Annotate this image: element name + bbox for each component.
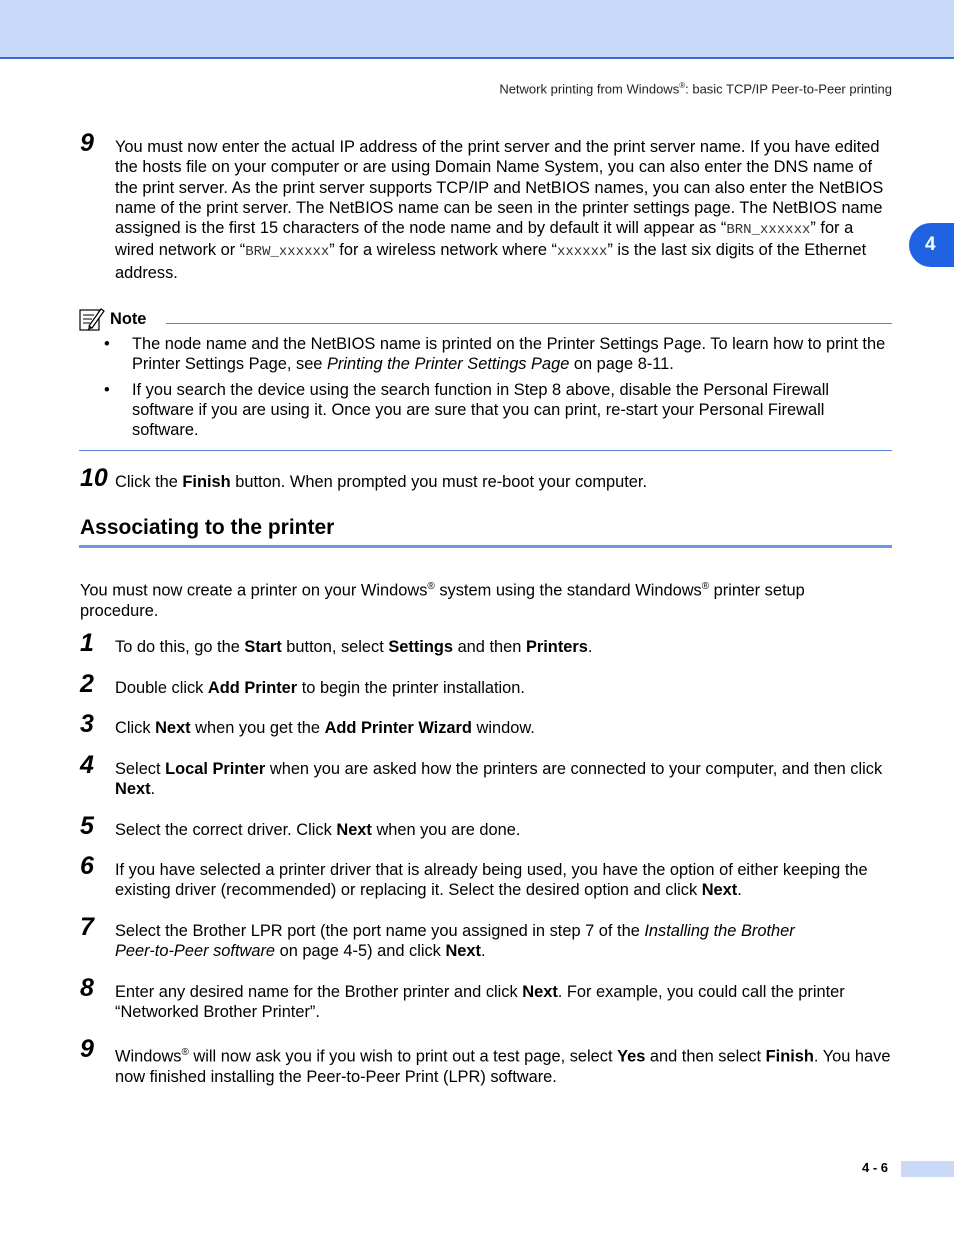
step-number: 9 (80, 1035, 94, 1063)
step-number: 4 (80, 751, 94, 779)
code-brw: BRW_xxxxxx (245, 244, 330, 261)
bullet-mark: • (104, 380, 110, 399)
step-9-test-page (80, 1035, 892, 1087)
section-intro: You must now create a printer on your Windows® system using the standard Windows® printer setup procedure. (80, 581, 805, 621)
note-bullet: • If you search the device using the search function in Step 8 above, disable the Personal Firewall software if you are using it. Once you are sure that you can print, re-start your Personal Firewall software. (104, 380, 830, 440)
note-label: Note (110, 310, 147, 328)
step-number: 1 (80, 629, 94, 657)
step-1 (80, 629, 892, 657)
step-text: Select the correct driver. Click Next when you are done. (115, 821, 521, 839)
step-text: Windows® will now ask you if you wish to print out a test page, select Yes and then select Finish. You have now finished installing the Peer-to-Peer Print (LPR) software. (115, 1047, 891, 1086)
code-xxxxxx: xxxxxx (557, 244, 608, 261)
code-brn: BRN_xxxxxx (726, 222, 811, 239)
note-bullet: • The node name and the NetBIOS name is printed on the Printer Settings Page. To learn how to print the Printer Settings Page, see Printing the Printer Settings Page on page 8-11. (104, 335, 886, 374)
chapter-number: 4 (925, 234, 936, 255)
step-2 (80, 670, 892, 698)
step-7 (80, 913, 892, 962)
step-text: Click the Finish button. When prompted you must re-boot your computer. (115, 473, 648, 491)
step-text: If you have selected a printer driver that is already being used, you have the option of either keeping the existing driver (recommended) or replacing it. Select the desired option and click Next. (115, 861, 868, 900)
step-number: 2 (80, 670, 94, 698)
step-6 (80, 852, 892, 901)
step-text: Double click Add Printer to begin the printer installation. (115, 679, 525, 697)
step-number: 6 (80, 852, 94, 880)
page-number: 4 - 6 (862, 1160, 889, 1175)
step-text: Click Next when you get the Add Printer Wizard window. (115, 719, 535, 737)
step-text: To do this, go the Start button, select Settings and then Printers. (115, 638, 593, 656)
footer-band (901, 1161, 954, 1177)
section-heading: Associating to the printer (80, 516, 335, 539)
step-number: 9 (80, 129, 94, 157)
step-number: 5 (80, 812, 94, 840)
note-divider (166, 323, 892, 324)
section-rule (79, 545, 892, 548)
chapter-tab (909, 223, 954, 267)
step-text: Enter any desired name for the Brother printer and click Next. For example, you could call the printer “Networked Brother Printer”. (115, 983, 845, 1022)
step-text: You must now enter the actual IP address of the print server and the print server name. If you have edited the hosts file on your computer or are using Domain Name System, you can also enter the DNS name of the print server. As the print server supports TCP/IP and NetBIOS names, you can also enter the NetBIOS name of the print server. The NetBIOS name can be seen in the printer settings page. The NetBIOS name assigned is the first 15 characters of the node name and by default it will appear as “BRN_xxxxxx” for a wired network or “BRW_xxxxxx” for a wireless network where “xxxxxx” is the last six digits of the Ethernet address. (115, 138, 884, 282)
step-number: 3 (80, 710, 94, 738)
step-9-server-name (80, 129, 892, 283)
step-text: Select Local Printer when you are asked how the printers are connected to your computer, and then click Next. (115, 760, 883, 799)
step-3 (80, 710, 892, 738)
step-number: 10 (80, 464, 108, 492)
step-10-finish (80, 464, 892, 492)
top-header-band (0, 0, 954, 59)
note-bottom-divider (79, 450, 892, 451)
step-number: 8 (80, 974, 94, 1002)
step-number: 7 (80, 913, 94, 941)
cross-reference: Printing the Printer Settings Page (326, 355, 570, 374)
note-pencil-icon (79, 306, 105, 332)
note-body (104, 334, 892, 445)
step-5 (80, 812, 892, 840)
note-header (79, 306, 892, 334)
step-text: Select the Brother LPR port (the port name you assigned in step 7 of the Installing the Brother Peer-to-Peer software on page 4-5) and click Next. (115, 922, 795, 961)
step-4 (80, 751, 892, 800)
running-header: Network printing from Windows®: basic TCP/IP Peer-to-Peer printing (499, 81, 892, 97)
step-8 (80, 974, 892, 1023)
bullet-mark: • (104, 335, 110, 353)
